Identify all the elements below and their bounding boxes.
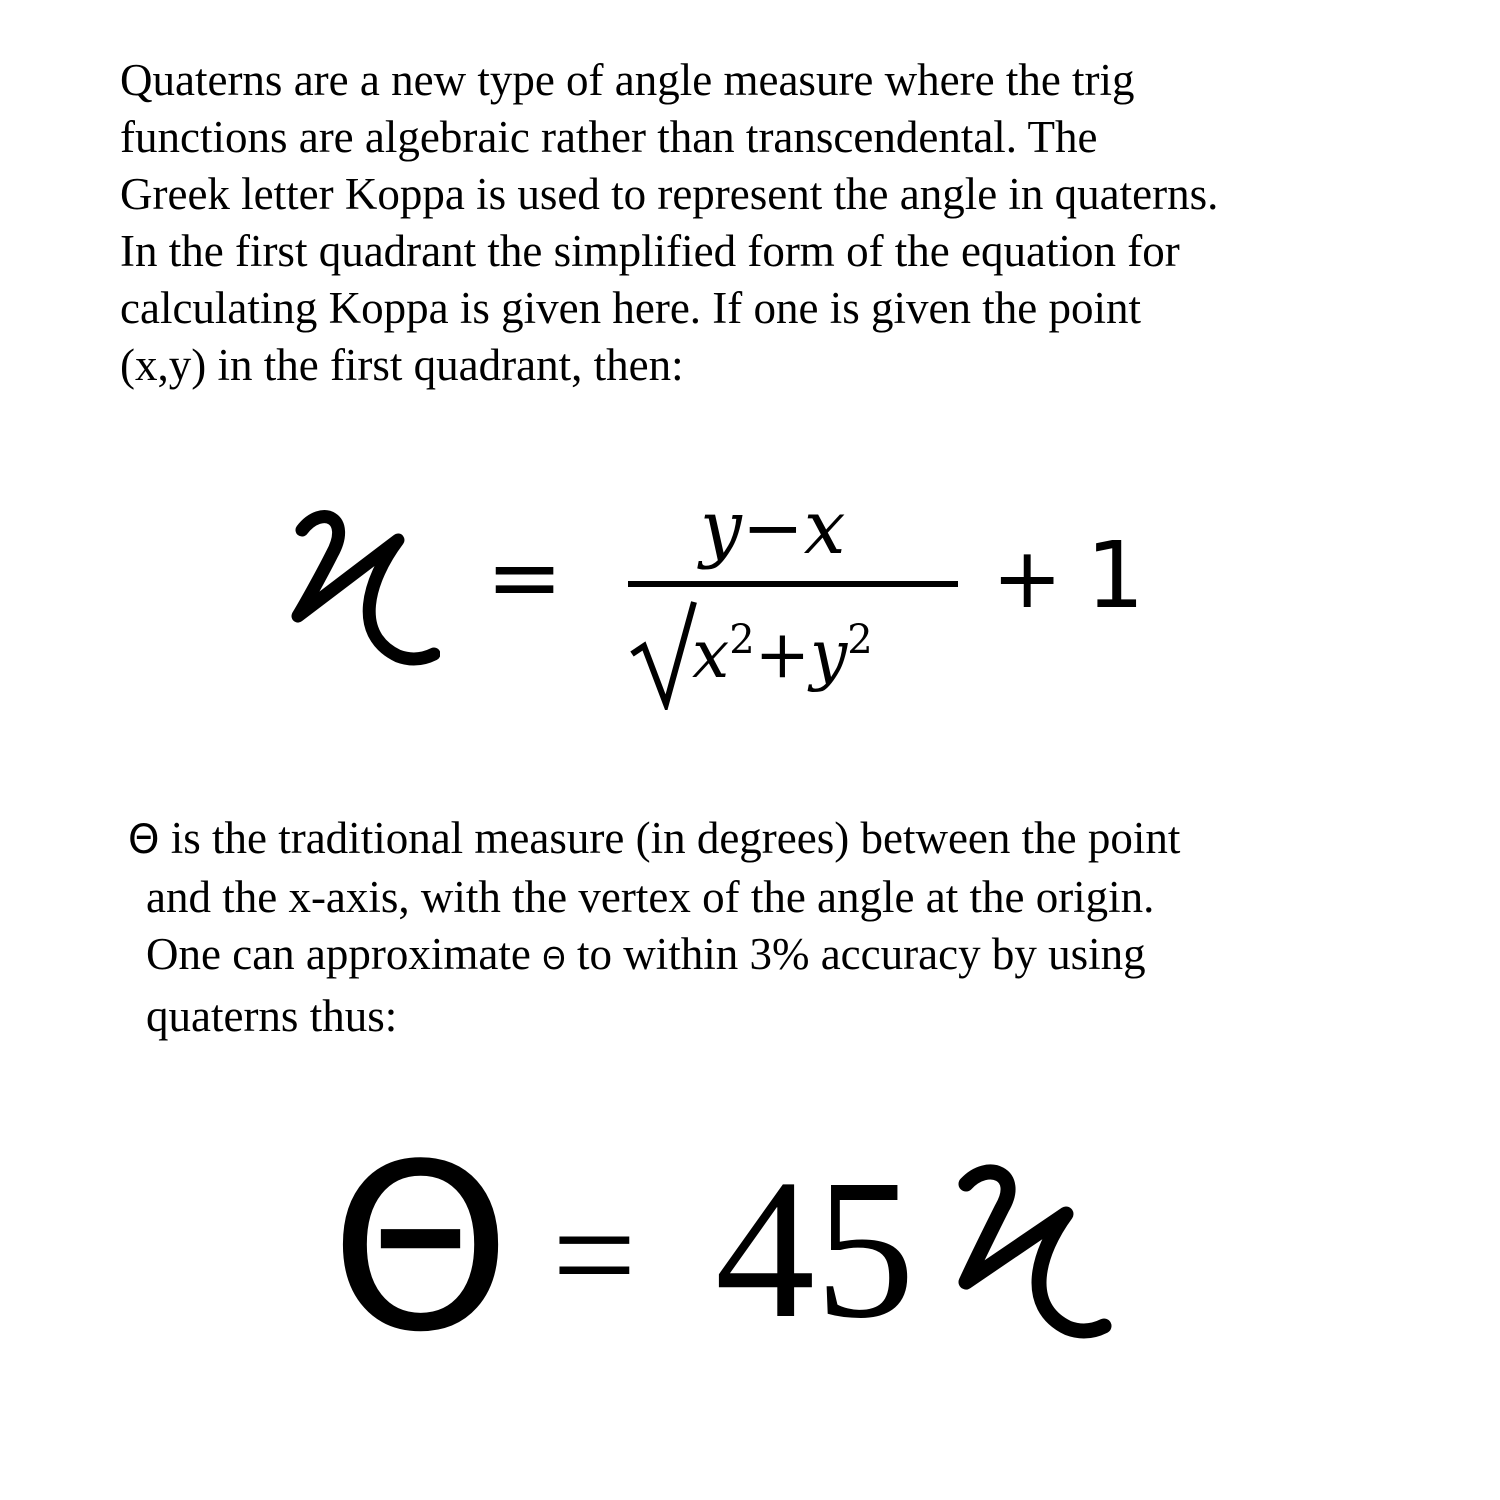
equation2-equals-sign: = xyxy=(552,1172,637,1338)
theta-symbol-small: Θ xyxy=(542,942,566,977)
theta-line-1 xyxy=(128,810,1408,869)
theta-line-2: and the x-axis, with the vertex of the angle at the origin. xyxy=(146,872,1155,922)
equation2-coefficient: 45 xyxy=(715,1139,915,1360)
fraction-denominator-radicand xyxy=(692,616,873,693)
equation1-equals-sign: = xyxy=(486,524,564,631)
radicand-plus: + xyxy=(754,616,810,693)
intro-line-3: Greek letter Koppa is used to represent the angle in quaterns. xyxy=(120,169,1219,219)
koppa-symbol-large xyxy=(942,1164,1112,1344)
intro-line-1: Quaterns are a new type of angle measure where the trig xyxy=(120,55,1135,105)
theta-symbol-inline: Θ xyxy=(128,817,160,863)
square-root-sign xyxy=(630,598,700,710)
radicand-y: y xyxy=(810,616,848,693)
theta-symbol-large: Θ xyxy=(330,1116,512,1383)
intro-paragraph xyxy=(120,52,1400,394)
intro-line-4: In the first quadrant the simplified form of the equation for xyxy=(120,226,1180,276)
intro-line-2: functions are algebraic rather than transcendental. The xyxy=(120,112,1098,162)
theta-equation xyxy=(330,1116,1150,1383)
theta-line-1-text: is the traditional measure (in degrees) between the point xyxy=(159,813,1181,863)
theta-line-3-before: One can approximate xyxy=(146,929,543,979)
fraction-bar xyxy=(628,581,958,587)
equation1-constant: 1 xyxy=(1086,522,1145,629)
theta-line-3-after: to within 3% accuracy by using xyxy=(565,929,1146,979)
fraction-numerator: y−x xyxy=(700,485,846,571)
radicand-x: x xyxy=(692,616,730,693)
koppa-equation xyxy=(280,480,1180,730)
equation1-plus-sign: + xyxy=(992,529,1063,627)
theta-line-4: quaterns thus: xyxy=(146,991,398,1041)
intro-line-6: (x,y) in the first quadrant, then: xyxy=(120,340,684,390)
theta-paragraph xyxy=(128,810,1408,1045)
radicand-x-exponent: 2 xyxy=(729,617,755,663)
koppa-symbol xyxy=(280,498,440,668)
radicand-y-exponent: 2 xyxy=(847,617,873,663)
intro-line-5: calculating Koppa is given here. If one is given the point xyxy=(120,283,1141,333)
theta-line-3 xyxy=(128,926,1408,988)
